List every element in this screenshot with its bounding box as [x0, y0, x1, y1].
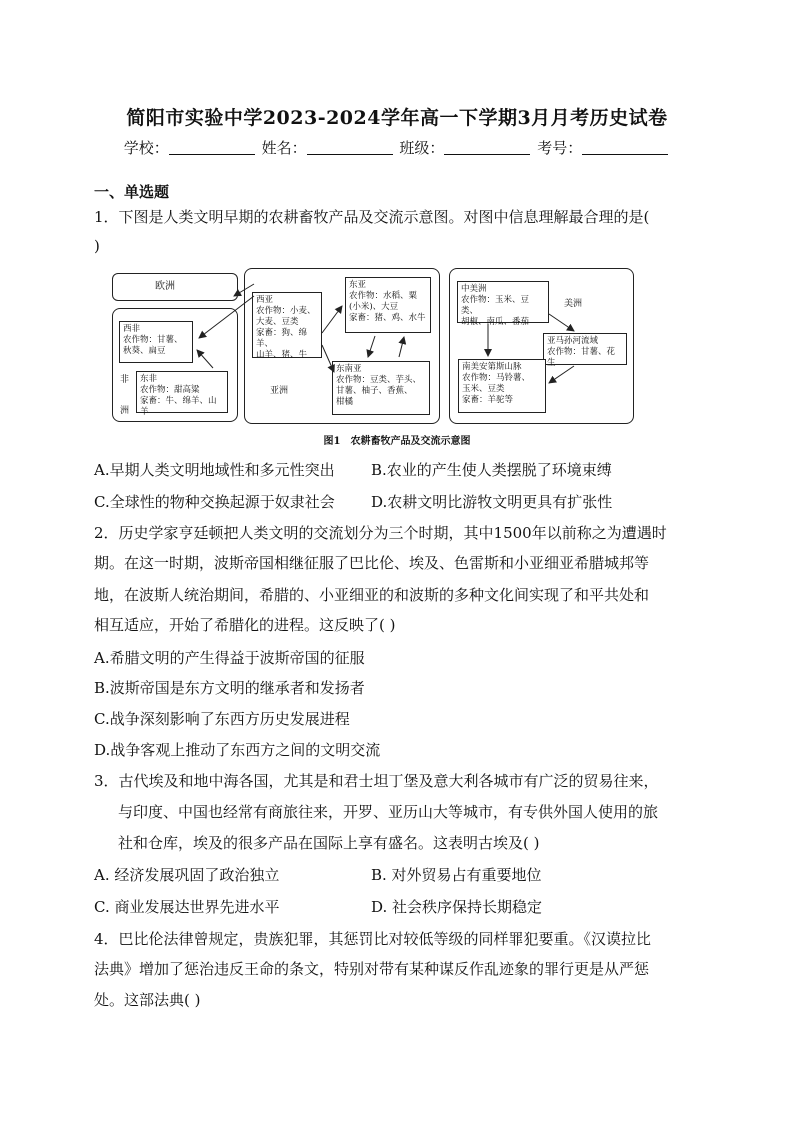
- america-label: 美洲: [564, 299, 583, 309]
- q1-option-d[interactable]: D.农耕文明比游牧文明更具有扩张性: [371, 493, 613, 511]
- southeast-asia-crops: 农作物：豆类、芋头、: [336, 375, 422, 385]
- q3-stem-line-2: 与印度、中国也经常有商旅往来，开罗、亚历山大等城市，有专供外国人使用的旅: [118, 803, 659, 821]
- central-america-crops-2: 胡椒、南瓜、番茄: [461, 317, 530, 327]
- west-asia-name: 西亚: [256, 295, 274, 305]
- q4-stem-line-3: 处。这部法典( ): [94, 991, 201, 1009]
- central-america-crops: 农作物：玉米、豆类、: [461, 295, 530, 316]
- q3-stem-line-1: 3．古代埃及和地中海各国，尤其是和君士坦丁堡及意大利各城市有广泛的贸易往来，: [94, 772, 659, 790]
- andes-name: 南美安第斯山脉: [462, 362, 522, 372]
- section-heading: 一、单选题: [94, 183, 170, 201]
- west-asia-livestock-2: 山羊、猪、牛: [256, 350, 308, 360]
- amazon-crops: 农作物：甘薯、花生: [547, 347, 616, 368]
- exam-title: 简阳市实验中学2023-2024学年高一下学期3月月考历史试卷: [126, 107, 668, 129]
- andes-crops-2: 玉米、豆类: [462, 384, 505, 394]
- west-asia-crops: 农作物：小麦、: [256, 306, 316, 316]
- q2-stem-line-4: 相互适应，开始了希腊化的进程。这反映了( ): [94, 616, 396, 634]
- arrow-westasia-southeastasia: [322, 345, 334, 372]
- southeast-asia-crops-3: 柑橘: [336, 397, 354, 407]
- q2-option-b[interactable]: B.波斯帝国是东方文明的继承者和发扬者: [94, 679, 365, 697]
- q3-option-b[interactable]: B. 对外贸易占有重要地位: [371, 866, 542, 884]
- arrow-amazon-andes: [549, 366, 574, 383]
- arrow-westasia-africa: [199, 296, 254, 338]
- q1-option-c[interactable]: C.全球性的物种交换起源于奴隶社会: [94, 493, 335, 511]
- q4-stem-line-2: 法典》增加了惩治违反王命的条文，特别对带有某种谋反作乱迹象的罪行更是从严惩: [94, 960, 650, 978]
- q1-stem-line-1: 1．下图是人类文明早期的农耕畜牧产品及交流示意图。对图中信息理解最合理的是(: [94, 208, 650, 226]
- east-asia-crops: 农作物：水稻、粟: [349, 291, 418, 301]
- class-label: 班级：: [399, 139, 445, 157]
- africa-label-2: 洲: [120, 406, 130, 416]
- q2-stem-line-3: 地，在波斯人统治期间，希腊的、小亚细亚的和波斯的多种文化间实现了和平共处和: [94, 586, 650, 604]
- central-america-name: 中美洲: [461, 284, 487, 294]
- q3-stem-line-3: 社和仓库，埃及的很多产品在国际上享有盛名。这表明古埃及( ): [118, 834, 540, 852]
- west-africa-crops: 农作物：甘薯、: [123, 335, 183, 345]
- q2-stem-line-1: 2．历史学家亨廷顿把人类文明的交流划分为三个时期，其中1500年以前称之为遭遇时: [94, 524, 667, 542]
- q2-option-a[interactable]: A.希腊文明的产生得益于波斯帝国的征服: [94, 649, 365, 667]
- andes-crops: 农作物：马铃薯、: [462, 373, 531, 383]
- school-label: 学校：: [123, 139, 169, 157]
- east-asia-livestock: 家畜：猪、鸡、水牛: [349, 313, 426, 323]
- q3-option-a[interactable]: A. 经济发展巩固了政治独立: [94, 866, 280, 884]
- east-africa-livestock: 家畜：牛、绵羊、山羊: [140, 396, 217, 417]
- east-asia-crops-2: (小米)、大豆: [349, 302, 399, 312]
- southeast-asia-crops-2: 甘薯、柚子、香蕉、: [336, 386, 413, 396]
- q3-option-d[interactable]: D. 社会秩序保持长期稳定: [371, 898, 543, 916]
- asia-label: 亚洲: [270, 386, 289, 396]
- arrow-westasia-eastasia: [322, 306, 342, 333]
- west-asia-livestock: 家畜：狗、绵羊、: [256, 328, 308, 349]
- europe-box: 欧洲: [112, 273, 238, 301]
- q1-option-a[interactable]: A.早期人类文明地域性和多元性突出: [94, 461, 335, 479]
- southeast-asia-name: 东南亚: [336, 364, 362, 374]
- q2-option-d[interactable]: D.战争客观上推动了东西方之间的文明交流: [94, 741, 381, 759]
- q1-stem-line-2: ): [94, 237, 100, 255]
- flow-arrows: [0, 0, 794, 440]
- arrow-westasia-europe: [234, 284, 254, 296]
- q4-stem-line-1: 4．巴比伦法律曾规定，贵族犯罪，其惩罚比对较低等级的同样罪犯要重。《汉谟拉比: [94, 930, 652, 948]
- figure-caption: 图1 农耕畜牧产品及交流示意图: [323, 436, 471, 447]
- amazon-name: 亚马孙河流域: [547, 336, 599, 346]
- arrow-southeastasia-eastasia: [399, 337, 404, 357]
- andes-livestock: 家畜：羊驼等: [462, 395, 514, 405]
- east-africa-name: 东非: [140, 374, 158, 384]
- name-label: 姓名：: [261, 139, 307, 157]
- west-africa-crops-2: 秋葵、扁豆: [123, 346, 166, 356]
- west-africa-name: 西非: [123, 324, 141, 334]
- africa-label-1: 非: [120, 375, 130, 385]
- east-africa-crops: 农作物：甜高粱: [140, 385, 200, 395]
- q2-stem-line-2: 期。在这一时期，波斯帝国相继征服了巴比伦、埃及、色雷斯和小亚细亚希腊城邦等: [94, 554, 650, 572]
- arrow-eastasia-southeastasia: [368, 336, 375, 357]
- arrow-centralamerica-amazon: [549, 314, 574, 331]
- q1-option-b[interactable]: B.农业的产生使人类摆脱了环境束缚: [371, 461, 612, 479]
- west-asia-crops-2: 大麦、豆类: [256, 317, 299, 327]
- arrow-eastafrica-westafrica: [197, 350, 213, 368]
- q3-option-c[interactable]: C. 商业发展达世界先进水平: [94, 898, 280, 916]
- east-asia-name: 东亚: [349, 280, 367, 290]
- exam-no-label: 考号：: [537, 139, 583, 157]
- q2-option-c[interactable]: C.战争深刻影响了东西方历史发展进程: [94, 710, 350, 728]
